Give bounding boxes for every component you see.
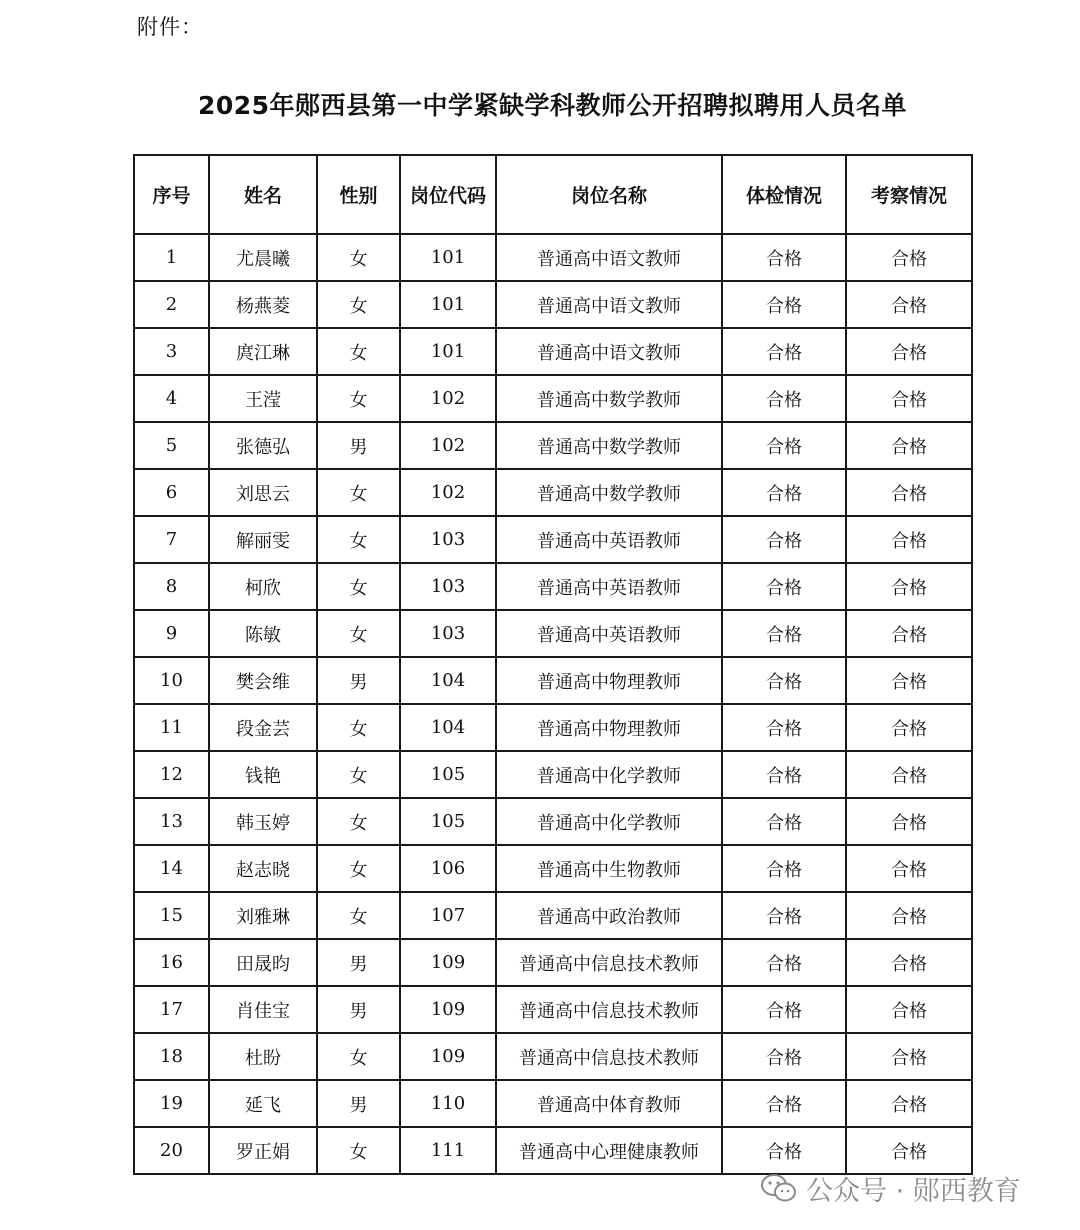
cell-seq: 2	[134, 281, 209, 328]
wechat-icon	[760, 1172, 798, 1204]
table-row	[134, 281, 972, 328]
cell-physical-exam: 合格	[722, 986, 846, 1033]
cell-physical-exam: 合格	[722, 1080, 846, 1127]
cell-position-code: 106	[400, 845, 496, 892]
cell-inspection: 合格	[846, 328, 972, 375]
cell-name: 韩玉婷	[209, 798, 317, 845]
cell-name: 杜盼	[209, 1033, 317, 1080]
cell-position-code: 111	[400, 1127, 496, 1174]
cell-position-code: 102	[400, 469, 496, 516]
cell-inspection: 合格	[846, 469, 972, 516]
cell-seq: 1	[134, 234, 209, 281]
cell-position-code: 110	[400, 1080, 496, 1127]
cell-seq: 7	[134, 516, 209, 563]
cell-physical-exam: 合格	[722, 1033, 846, 1080]
cell-gender: 男	[317, 1080, 400, 1127]
table-row	[134, 657, 972, 704]
cell-physical-exam: 合格	[722, 516, 846, 563]
cell-inspection: 合格	[846, 563, 972, 610]
cell-inspection: 合格	[846, 234, 972, 281]
cell-inspection: 合格	[846, 1080, 972, 1127]
cell-seq: 4	[134, 375, 209, 422]
cell-seq: 16	[134, 939, 209, 986]
table-row	[134, 1127, 972, 1174]
cell-seq: 13	[134, 798, 209, 845]
cell-inspection: 合格	[846, 422, 972, 469]
cell-position-code: 104	[400, 657, 496, 704]
table-row	[134, 234, 972, 281]
cell-inspection: 合格	[846, 751, 972, 798]
cell-physical-exam: 合格	[722, 657, 846, 704]
cell-physical-exam: 合格	[722, 281, 846, 328]
cell-gender: 男	[317, 422, 400, 469]
table-row	[134, 328, 972, 375]
cell-position-code: 109	[400, 986, 496, 1033]
cell-gender: 女	[317, 1127, 400, 1174]
cell-position-name: 普通高中英语教师	[496, 563, 722, 610]
header-position-code: 岗位代码	[400, 155, 496, 234]
cell-physical-exam: 合格	[722, 751, 846, 798]
cell-gender: 女	[317, 704, 400, 751]
cell-position-code: 103	[400, 610, 496, 657]
cell-position-name: 普通高中体育教师	[496, 1080, 722, 1127]
cell-position-name: 普通高中数学教师	[496, 469, 722, 516]
cell-physical-exam: 合格	[722, 939, 846, 986]
cell-inspection: 合格	[846, 845, 972, 892]
table-row	[134, 1080, 972, 1127]
cell-position-name: 普通高中化学教师	[496, 751, 722, 798]
cell-position-code: 102	[400, 422, 496, 469]
table-row	[134, 939, 972, 986]
cell-position-code: 101	[400, 328, 496, 375]
cell-name: 罗正娟	[209, 1127, 317, 1174]
table-row	[134, 751, 972, 798]
cell-physical-exam: 合格	[722, 234, 846, 281]
header-row	[134, 155, 972, 234]
cell-name: 赵志晓	[209, 845, 317, 892]
cell-gender: 女	[317, 375, 400, 422]
cell-position-name: 普通高中生物教师	[496, 845, 722, 892]
document-title: 2025年郧西县第一中学紧缺学科教师公开招聘拟聘用人员名单	[197, 91, 908, 120]
cell-position-name: 普通高中信息技术教师	[496, 1033, 722, 1080]
table-row	[134, 516, 972, 563]
cell-gender: 男	[317, 657, 400, 704]
cell-name: 解丽雯	[209, 516, 317, 563]
cell-gender: 女	[317, 751, 400, 798]
cell-inspection: 合格	[846, 610, 972, 657]
cell-gender: 女	[317, 1033, 400, 1080]
cell-name: 柯欣	[209, 563, 317, 610]
cell-position-name: 普通高中物理教师	[496, 704, 722, 751]
cell-inspection: 合格	[846, 892, 972, 939]
cell-position-name: 普通高中英语教师	[496, 516, 722, 563]
cell-physical-exam: 合格	[722, 704, 846, 751]
cell-seq: 19	[134, 1080, 209, 1127]
cell-gender: 男	[317, 986, 400, 1033]
cell-position-name: 普通高中政治教师	[496, 892, 722, 939]
cell-seq: 18	[134, 1033, 209, 1080]
cell-gender: 男	[317, 939, 400, 986]
cell-seq: 8	[134, 563, 209, 610]
cell-seq: 14	[134, 845, 209, 892]
cell-name: 庹江琳	[209, 328, 317, 375]
cell-name: 张德弘	[209, 422, 317, 469]
cell-position-code: 102	[400, 375, 496, 422]
cell-gender: 女	[317, 798, 400, 845]
table-row	[134, 798, 972, 845]
cell-position-name: 普通高中语文教师	[496, 234, 722, 281]
cell-position-name: 普通高中数学教师	[496, 375, 722, 422]
cell-seq: 10	[134, 657, 209, 704]
cell-gender: 女	[317, 563, 400, 610]
cell-physical-exam: 合格	[722, 422, 846, 469]
cell-gender: 女	[317, 892, 400, 939]
cell-seq: 3	[134, 328, 209, 375]
cell-physical-exam: 合格	[722, 469, 846, 516]
table-row	[134, 892, 972, 939]
cell-inspection: 合格	[846, 516, 972, 563]
cell-position-name: 普通高中数学教师	[496, 422, 722, 469]
cell-name: 刘思云	[209, 469, 317, 516]
cell-name: 陈敏	[209, 610, 317, 657]
cell-position-code: 105	[400, 798, 496, 845]
table-row	[134, 375, 972, 422]
cell-name: 段金芸	[209, 704, 317, 751]
cell-name: 尤晨曦	[209, 234, 317, 281]
cell-inspection: 合格	[846, 281, 972, 328]
cell-seq: 9	[134, 610, 209, 657]
cell-inspection: 合格	[846, 798, 972, 845]
cell-gender: 女	[317, 328, 400, 375]
cell-physical-exam: 合格	[722, 845, 846, 892]
cell-position-code: 103	[400, 516, 496, 563]
cell-position-code: 104	[400, 704, 496, 751]
cell-inspection: 合格	[846, 704, 972, 751]
cell-position-name: 普通高中信息技术教师	[496, 939, 722, 986]
cell-inspection: 合格	[846, 375, 972, 422]
table-row	[134, 845, 972, 892]
cell-physical-exam: 合格	[722, 328, 846, 375]
cell-inspection: 合格	[846, 1127, 972, 1174]
cell-position-name: 普通高中语文教师	[496, 328, 722, 375]
cell-gender: 女	[317, 281, 400, 328]
cell-position-code: 101	[400, 281, 496, 328]
hiring-roster-table	[133, 154, 973, 1175]
cell-position-code: 109	[400, 1033, 496, 1080]
cell-physical-exam: 合格	[722, 610, 846, 657]
cell-physical-exam: 合格	[722, 563, 846, 610]
header-inspection: 考察情况	[846, 155, 972, 234]
table-header	[134, 155, 972, 234]
table-row	[134, 422, 972, 469]
table-row	[134, 986, 972, 1033]
cell-position-name: 普通高中心理健康教师	[496, 1127, 722, 1174]
cell-name: 延飞	[209, 1080, 317, 1127]
table-row	[134, 563, 972, 610]
cell-name: 田晟昀	[209, 939, 317, 986]
cell-gender: 女	[317, 845, 400, 892]
header-seq: 序号	[134, 155, 209, 234]
cell-physical-exam: 合格	[722, 375, 846, 422]
cell-name: 刘雅琳	[209, 892, 317, 939]
cell-seq: 12	[134, 751, 209, 798]
cell-name: 王滢	[209, 375, 317, 422]
cell-gender: 女	[317, 469, 400, 516]
header-position-name: 岗位名称	[496, 155, 722, 234]
header-gender: 性别	[317, 155, 400, 234]
cell-seq: 15	[134, 892, 209, 939]
cell-physical-exam: 合格	[722, 1127, 846, 1174]
cell-inspection: 合格	[846, 1033, 972, 1080]
cell-name: 杨燕菱	[209, 281, 317, 328]
cell-inspection: 合格	[846, 939, 972, 986]
table-row	[134, 610, 972, 657]
header-physical-exam: 体检情况	[722, 155, 846, 234]
cell-name: 樊会维	[209, 657, 317, 704]
cell-position-code: 101	[400, 234, 496, 281]
cell-gender: 女	[317, 234, 400, 281]
table-row	[134, 469, 972, 516]
cell-physical-exam: 合格	[722, 798, 846, 845]
cell-seq: 6	[134, 469, 209, 516]
cell-position-name: 普通高中物理教师	[496, 657, 722, 704]
cell-inspection: 合格	[846, 986, 972, 1033]
header-name: 姓名	[209, 155, 317, 234]
cell-position-name: 普通高中英语教师	[496, 610, 722, 657]
cell-position-name: 普通高中化学教师	[496, 798, 722, 845]
cell-inspection: 合格	[846, 657, 972, 704]
cell-gender: 女	[317, 610, 400, 657]
cell-seq: 20	[134, 1127, 209, 1174]
cell-seq: 17	[134, 986, 209, 1033]
cell-seq: 11	[134, 704, 209, 751]
cell-seq: 5	[134, 422, 209, 469]
cell-name: 钱艳	[209, 751, 317, 798]
table-row	[134, 704, 972, 751]
cell-physical-exam: 合格	[722, 892, 846, 939]
attachment-label: 附件：	[137, 15, 203, 39]
cell-position-code: 103	[400, 563, 496, 610]
watermark-text: 公众号 · 郧西教育	[806, 1175, 1021, 1207]
cell-position-code: 105	[400, 751, 496, 798]
table-body	[134, 234, 972, 1174]
cell-gender: 女	[317, 516, 400, 563]
cell-position-code: 109	[400, 939, 496, 986]
cell-position-name: 普通高中信息技术教师	[496, 986, 722, 1033]
table-row	[134, 1033, 972, 1080]
cell-position-name: 普通高中语文教师	[496, 281, 722, 328]
cell-name: 肖佳宝	[209, 986, 317, 1033]
cell-position-code: 107	[400, 892, 496, 939]
